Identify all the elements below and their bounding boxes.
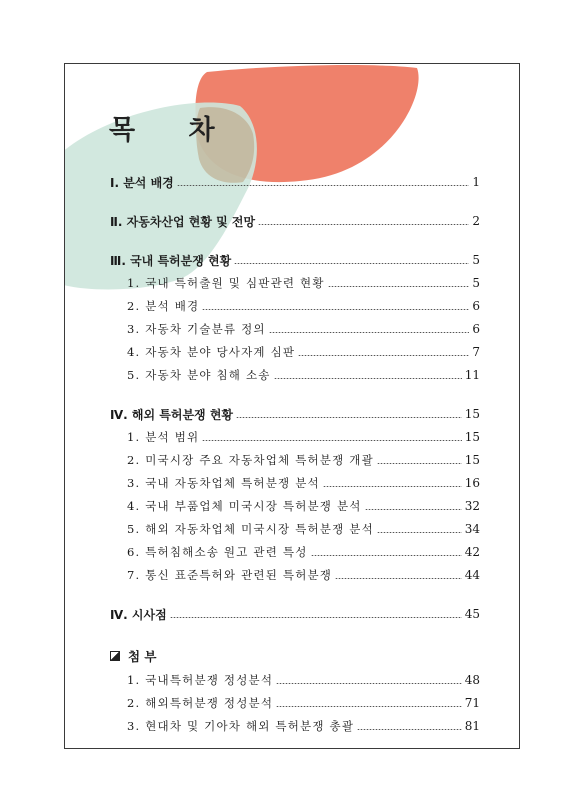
toc-label: 3. 자동차 기술분류 정의 <box>127 322 266 336</box>
leader-dots <box>276 706 462 707</box>
leader-dots <box>274 378 462 379</box>
leader-dots <box>177 185 469 186</box>
leader-dots <box>328 286 469 287</box>
toc-label: 6. 특허침해소송 원고 관련 특성 <box>127 545 308 559</box>
toc-label: 5. 자동차 분야 침해 소송 <box>127 368 271 382</box>
leader-dots <box>258 224 469 225</box>
leader-dots <box>357 729 462 730</box>
leader-dots <box>377 463 462 464</box>
toc-section-4[interactable] <box>110 404 480 424</box>
toc-label: Ⅰ. 분석 배경 <box>110 175 174 190</box>
leader-dots <box>170 617 462 618</box>
toc-label: 5. 해외 자동차업체 미국시장 특허분쟁 분석 <box>127 522 374 536</box>
toc-page: 34 <box>464 522 480 536</box>
toc-subitem[interactable] <box>127 319 480 339</box>
toc-label: 4. 국내 부품업체 미국시장 특허분쟁 분석 <box>127 499 362 513</box>
toc-page: 6 <box>472 299 480 313</box>
toc-page: 2 <box>472 214 480 228</box>
attachment-item[interactable] <box>127 693 480 713</box>
toc-label: Ⅱ. 자동차산업 현황 및 전망 <box>110 214 256 229</box>
toc-subitem[interactable] <box>127 496 480 516</box>
toc-page: 44 <box>464 568 480 582</box>
leader-dots <box>377 532 462 533</box>
toc-section-5[interactable] <box>110 604 480 624</box>
toc-section-3[interactable] <box>110 250 480 270</box>
leader-dots <box>323 486 462 487</box>
toc-subitem[interactable] <box>127 473 480 493</box>
toc-page: 1 <box>472 175 480 189</box>
toc-page: 15 <box>464 407 480 421</box>
toc-subitem[interactable] <box>127 273 480 293</box>
toc-subitem[interactable] <box>127 427 480 447</box>
toc-section-1[interactable] <box>110 172 480 192</box>
leader-dots <box>335 578 462 579</box>
leader-dots <box>236 417 462 418</box>
toc-label: 1. 국내 특허출원 및 심판관련 현황 <box>127 276 325 290</box>
attachment-item[interactable] <box>127 670 480 690</box>
toc-label: Ⅳ. 해외 특허분쟁 현황 <box>110 407 234 422</box>
toc-page: 81 <box>464 719 480 733</box>
toc-label: 1. 국내특허분쟁 정성분석 <box>127 673 274 687</box>
toc-subitem[interactable] <box>127 519 480 539</box>
toc-page: 5 <box>472 276 480 290</box>
toc-subitem[interactable] <box>127 342 480 362</box>
leader-dots <box>298 355 469 356</box>
toc-page: 6 <box>472 322 480 336</box>
toc-subitem[interactable] <box>127 450 480 470</box>
toc-label: 2. 미국시장 주요 자동차업체 특허분쟁 개괄 <box>127 453 374 467</box>
toc-subitem[interactable] <box>127 296 480 316</box>
leader-dots <box>311 555 462 556</box>
toc-page: 11 <box>464 368 480 382</box>
leader-dots <box>234 263 469 264</box>
leader-dots <box>202 309 469 310</box>
toc-subitem[interactable] <box>127 565 480 585</box>
half-filled-square-icon <box>110 651 120 661</box>
page-title: 목 차 <box>109 115 237 146</box>
attachments-heading-label: 첨 부 <box>128 649 157 664</box>
leader-dots <box>202 440 461 441</box>
toc-label: 2. 해외특허분쟁 정성분석 <box>127 696 274 710</box>
toc-section-2[interactable] <box>110 211 480 231</box>
page-frame <box>64 63 520 749</box>
attachment-item[interactable] <box>127 716 480 736</box>
toc-page: 32 <box>464 499 480 513</box>
toc-page: 42 <box>464 545 480 559</box>
toc-page: 5 <box>472 253 480 267</box>
toc-page: 15 <box>464 453 480 467</box>
toc-label: 2. 분석 배경 <box>127 299 200 313</box>
toc-label: 4. 자동차 분야 당사자계 심판 <box>127 345 296 359</box>
toc-label: 7. 통신 표준특허와 관련된 특허분쟁 <box>127 568 333 582</box>
toc-page: 16 <box>464 476 480 490</box>
toc-label: Ⅲ. 국내 특허분쟁 현황 <box>110 253 232 268</box>
toc-page: 15 <box>464 430 480 444</box>
toc-page: 7 <box>472 345 480 359</box>
toc-page: 45 <box>464 607 480 621</box>
leader-dots <box>276 683 462 684</box>
toc-subitem[interactable] <box>127 365 480 385</box>
toc-page: 48 <box>464 673 480 687</box>
toc-label: 1. 분석 범위 <box>127 430 200 444</box>
toc-label: 3. 국내 자동차업체 특허분쟁 분석 <box>127 476 320 490</box>
toc-page: 71 <box>464 696 480 710</box>
toc-subitem[interactable] <box>127 542 480 562</box>
leader-dots <box>269 332 469 333</box>
attachments-heading <box>110 646 157 666</box>
toc-label: 3. 현대차 및 기아차 해외 특허분쟁 총괄 <box>127 719 355 733</box>
leader-dots <box>365 509 462 510</box>
toc-label: Ⅳ. 시사점 <box>110 607 167 622</box>
